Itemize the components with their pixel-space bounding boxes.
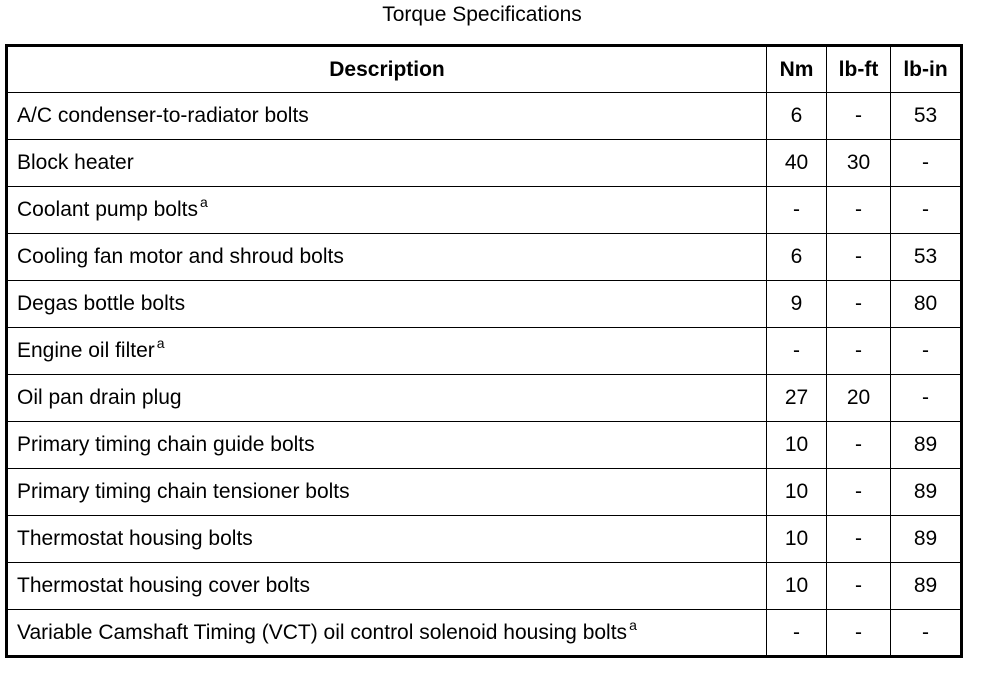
row-nm: 6 xyxy=(767,234,827,281)
description-text: Variable Camshaft Timing (VCT) oil control solenoid housing bolts xyxy=(17,620,628,644)
table-row xyxy=(7,281,962,328)
row-lbft: - xyxy=(827,328,891,375)
description-text: Block heater xyxy=(17,151,134,174)
row-lbin: 53 xyxy=(891,234,962,281)
row-description xyxy=(7,140,767,187)
row-lbft: - xyxy=(827,516,891,563)
table-row xyxy=(7,93,962,140)
table-row xyxy=(7,140,962,187)
row-nm: 10 xyxy=(767,516,827,563)
torque-table xyxy=(5,44,963,658)
row-nm: - xyxy=(767,610,827,657)
row-description xyxy=(7,234,767,281)
row-lbin: 89 xyxy=(891,422,962,469)
row-lbin: - xyxy=(891,375,962,422)
row-lbft: - xyxy=(827,610,891,657)
row-nm: 6 xyxy=(767,93,827,140)
description-text: Engine oil filter xyxy=(17,339,155,362)
table-row xyxy=(7,187,962,234)
table-header-row xyxy=(7,46,962,93)
header-lbin: lb-in xyxy=(891,46,962,93)
row-lbin: - xyxy=(891,328,962,375)
table-row xyxy=(7,610,962,657)
description-text: Cooling fan motor and shroud bolts xyxy=(17,245,344,268)
row-lbin: - xyxy=(891,610,962,657)
table-row xyxy=(7,563,962,610)
row-description xyxy=(7,93,767,140)
row-nm: 27 xyxy=(767,375,827,422)
footnote-marker: a xyxy=(199,194,208,210)
page-title: Torque Specifications xyxy=(382,3,582,26)
header-lbft: lb-ft xyxy=(827,46,891,93)
row-nm: - xyxy=(767,328,827,375)
row-lbft: - xyxy=(827,234,891,281)
row-lbft: 30 xyxy=(827,140,891,187)
description-text: Coolant pump bolts xyxy=(17,198,198,221)
header-description: Description xyxy=(7,46,767,93)
row-lbft: - xyxy=(827,281,891,328)
header-nm: Nm xyxy=(767,46,827,93)
footnote-marker: a xyxy=(156,335,165,351)
row-lbin: 80 xyxy=(891,281,962,328)
row-description xyxy=(7,187,767,234)
description-text: Oil pan drain plug xyxy=(17,386,182,409)
row-nm: 40 xyxy=(767,140,827,187)
row-nm: 9 xyxy=(767,281,827,328)
row-nm: - xyxy=(767,187,827,234)
row-lbft: - xyxy=(827,93,891,140)
row-description xyxy=(7,375,767,422)
description-text: Degas bottle bolts xyxy=(17,292,186,315)
row-lbft: - xyxy=(827,469,891,516)
footnote-marker: a xyxy=(629,616,637,633)
table-row xyxy=(7,328,962,375)
row-description xyxy=(7,328,767,375)
description-text: Thermostat housing bolts xyxy=(17,527,253,550)
row-lbin: - xyxy=(891,140,962,187)
row-description xyxy=(7,281,767,328)
row-description xyxy=(7,469,767,516)
description-text: Primary timing chain guide bolts xyxy=(17,433,315,456)
table-row xyxy=(7,516,962,563)
row-nm: 10 xyxy=(767,422,827,469)
table-row xyxy=(7,469,962,516)
row-lbin: - xyxy=(891,187,962,234)
description-text: Thermostat housing cover bolts xyxy=(17,574,310,597)
row-description xyxy=(7,563,767,610)
row-lbin: 89 xyxy=(891,563,962,610)
description-text: Primary timing chain tensioner bolts xyxy=(17,480,350,503)
table-row xyxy=(7,375,962,422)
row-description xyxy=(7,422,767,469)
row-lbin: 53 xyxy=(891,93,962,140)
row-lbft: - xyxy=(827,187,891,234)
row-description xyxy=(7,610,767,657)
row-lbft: 20 xyxy=(827,375,891,422)
row-description xyxy=(7,516,767,563)
table-row xyxy=(7,422,962,469)
description-text: A/C condenser-to-radiator bolts xyxy=(17,104,309,127)
row-nm: 10 xyxy=(767,563,827,610)
row-lbin: 89 xyxy=(891,516,962,563)
row-lbft: - xyxy=(827,422,891,469)
table-row xyxy=(7,234,962,281)
row-lbin: 89 xyxy=(891,469,962,516)
row-lbft: - xyxy=(827,563,891,610)
row-nm: 10 xyxy=(767,469,827,516)
